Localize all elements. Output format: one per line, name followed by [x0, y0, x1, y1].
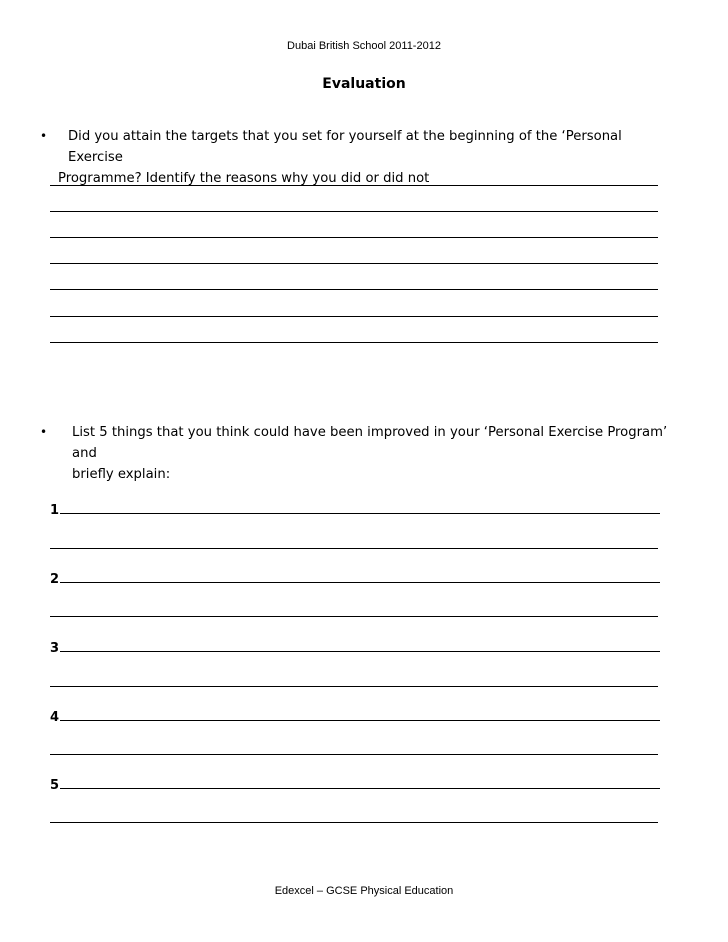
- item-number: 4: [50, 710, 60, 725]
- answer-line[interactable]: [50, 263, 658, 264]
- answer-line: [60, 651, 660, 652]
- answer-line[interactable]: [50, 548, 658, 549]
- question-2: [40, 422, 680, 485]
- answer-line[interactable]: [50, 211, 658, 212]
- question-1: [40, 126, 680, 189]
- answer-line: [60, 720, 660, 721]
- page-header: Dubai British School 2011-2012: [287, 40, 441, 52]
- numbered-answer-line[interactable]: [50, 496, 660, 518]
- item-number: 2: [50, 572, 60, 587]
- answer-line[interactable]: [50, 686, 658, 687]
- answer-line: [60, 582, 660, 583]
- numbered-answer-line[interactable]: [50, 565, 660, 587]
- question-2-text: [72, 422, 680, 485]
- answer-line[interactable]: [50, 342, 658, 343]
- answer-line[interactable]: [50, 185, 658, 186]
- numbered-answer-line[interactable]: [50, 771, 660, 793]
- question-1-line-2: Programme? Identify the reasons why you did or did not: [58, 171, 430, 186]
- page-footer: Edexcel – GCSE Physical Education: [274, 885, 454, 897]
- answer-line[interactable]: [50, 237, 658, 238]
- bullet-icon: •: [40, 425, 48, 439]
- numbered-answer-line[interactable]: [50, 634, 660, 656]
- numbered-answer-line[interactable]: [50, 703, 660, 725]
- item-number: 1: [50, 503, 60, 518]
- answer-line[interactable]: [50, 754, 658, 755]
- answer-line[interactable]: [50, 316, 658, 317]
- question-2-line-1: List 5 things that you think could have been improved in your ‘Personal Exercise Program’ and: [72, 425, 668, 461]
- item-number: 3: [50, 641, 60, 656]
- title-text: Evaluation: [322, 76, 406, 92]
- answer-line[interactable]: [50, 616, 658, 617]
- question-1-line-1: Did you attain the targets that you set for yourself at the beginning of the ‘Personal Exercise: [68, 129, 622, 165]
- bullet-icon: •: [40, 129, 48, 143]
- question-1-text: [58, 126, 680, 189]
- answer-line[interactable]: [50, 822, 658, 823]
- question-2-line-2: briefly explain:: [72, 467, 171, 482]
- answer-line: [60, 788, 660, 789]
- answer-line: [60, 513, 660, 514]
- item-number: 5: [50, 778, 60, 793]
- page-title: [0, 76, 728, 92]
- answer-line[interactable]: [50, 289, 658, 290]
